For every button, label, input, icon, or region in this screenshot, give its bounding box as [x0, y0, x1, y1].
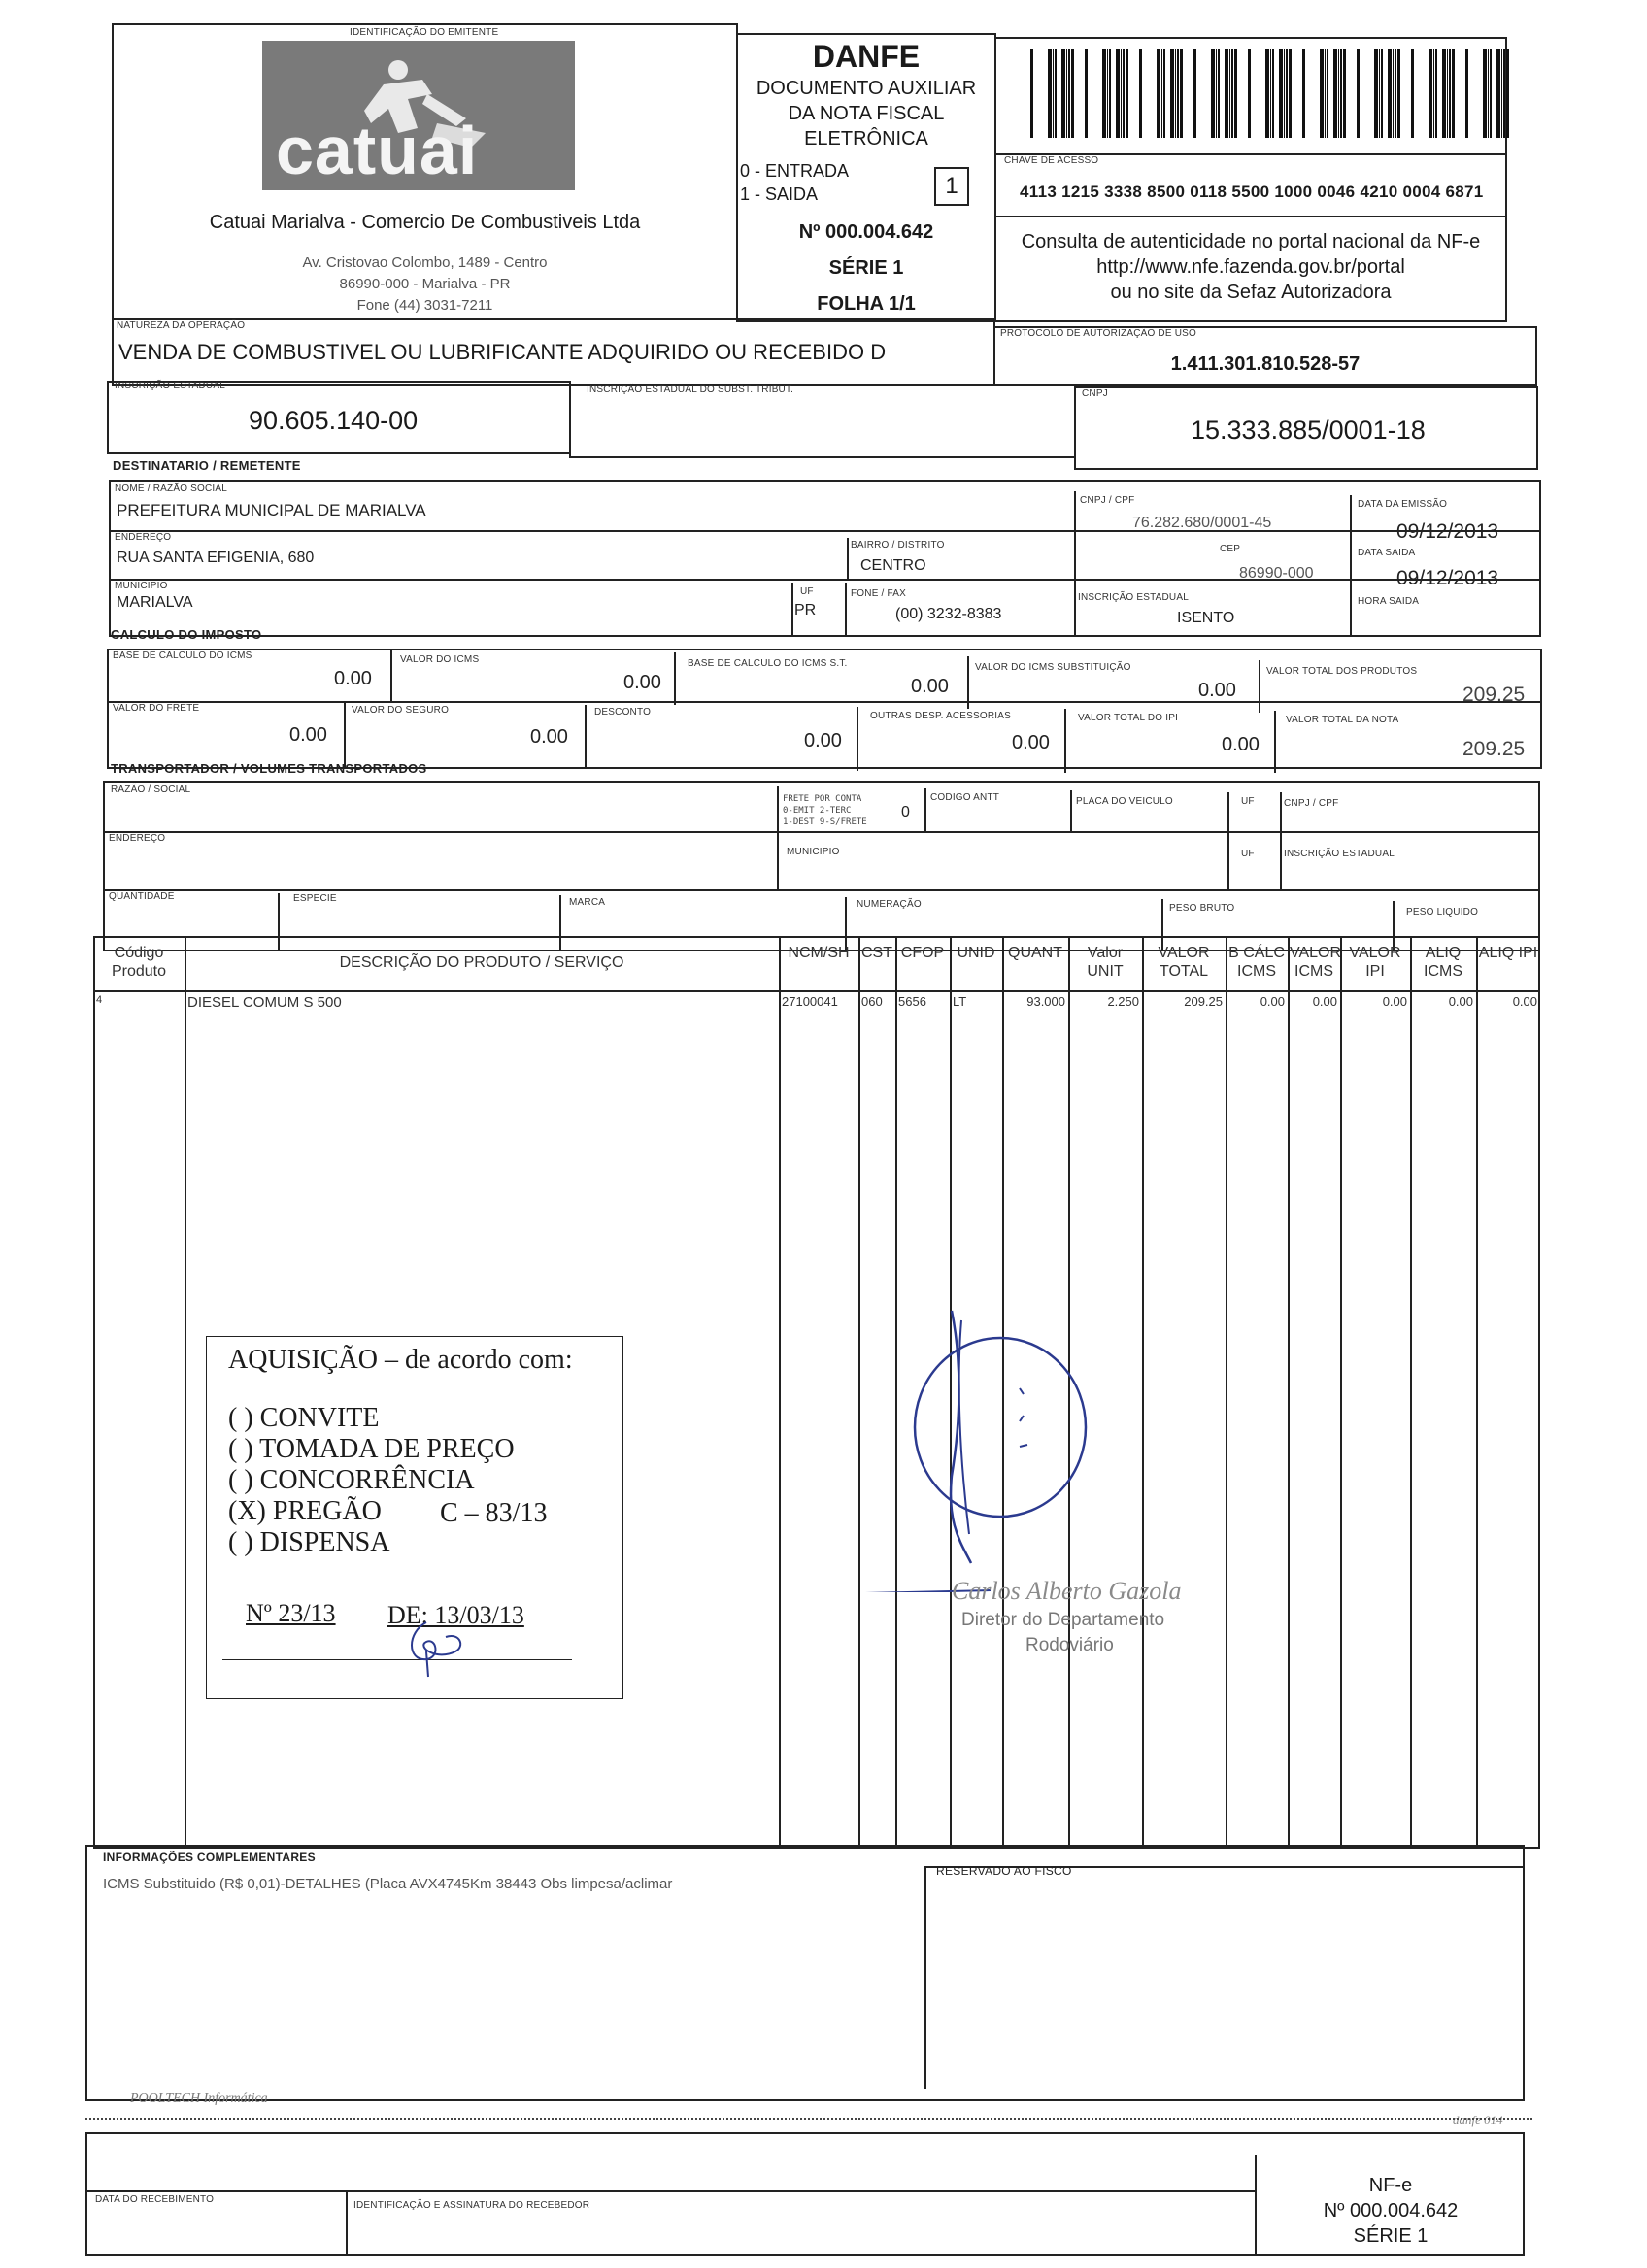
table-cell: DIESEL COMUM S 500 [187, 994, 342, 1011]
base-icms: 0.00 [334, 668, 372, 689]
software-credit: POOLTECH Informática [130, 2091, 268, 2106]
divider [994, 216, 1507, 217]
transp-uf2-label: UF [1241, 849, 1255, 859]
desconto-label: DESCONTO [594, 707, 652, 717]
stamp-numero: Nº 23/13 [246, 1599, 336, 1627]
emitente-city: 86990-000 - Marialva - PR [339, 276, 511, 292]
table-cell: LT [953, 994, 967, 1009]
column-header: Código Produto [111, 945, 167, 980]
table-cell: 0.00 [1382, 994, 1407, 1009]
transp-peso-liquido-label: PESO LIQUIDO [1406, 907, 1479, 917]
column-header: Valor UNIT [1087, 945, 1124, 980]
divider [103, 889, 1540, 891]
stamp-title: AQUISIÇÃO – de acordo com: [228, 1345, 573, 1375]
signatory-role-2: Rodoviário [1025, 1635, 1114, 1655]
outras: 0.00 [1012, 732, 1050, 753]
dest-saida: 09/12/2013 [1396, 567, 1499, 589]
ie-st-label: INSCRIÇÃO ESTADUAL DO SUBST. TRIBUT. [587, 384, 794, 395]
protocolo-value: 1.411.301.810.528-57 [1170, 353, 1361, 375]
transp-uf-label: UF [1241, 796, 1255, 807]
catuai-logo [262, 41, 575, 190]
column-divider [1340, 936, 1342, 1849]
transp-frete-2: 0-EMIT 2-TERC [783, 806, 852, 816]
danfe-serie: SÉRIE 1 [828, 257, 904, 279]
danfe-numero: Nº 000.004.642 [798, 221, 934, 243]
destinatario-section: DESTINATARIO / REMETENTE [113, 458, 301, 473]
ie-label: INSCRIÇÃO ESTADUAL [115, 381, 225, 391]
ie-st-box [569, 384, 1076, 458]
valor-icms: 0.00 [623, 672, 661, 693]
valor-st-label: VALOR DO ICMS SUBSTITUIÇÃO [975, 662, 1131, 673]
dest-nome: PREFEITURA MUNICIPAL DE MARIALVA [117, 501, 426, 519]
dest-saida-label: DATA SAIDA [1358, 548, 1416, 558]
danfe-subtitle-3: ELETRÔNICA [804, 128, 928, 150]
column-divider [1288, 936, 1290, 1849]
imposto-section: CALCULO DO IMPOSTO [111, 627, 262, 642]
divider [791, 583, 793, 637]
natureza-label: NATUREZA DA OPERAÇÃO [117, 320, 246, 331]
natureza-value: VENDA DE COMBUSTIVEL OU LUBRIFICANTE ADQUIRIDO OU RECEBIDO D [118, 340, 887, 364]
column-divider [779, 936, 781, 1849]
column-header: B CÁLC ICMS [1228, 945, 1285, 980]
transp-frete-1: FRETE POR CONTA [783, 794, 862, 804]
transp-quantidade-label: QUANTIDADE [109, 891, 175, 902]
canhoto-numero: Nº 000.004.642 [1323, 2200, 1459, 2221]
column-divider [1410, 936, 1412, 1849]
column-divider [1226, 936, 1227, 1849]
stamp-pregao-ref: C – 83/13 [440, 1498, 548, 1528]
column-header: DESCRIÇÃO DO PRODUTO / SERVIÇO [339, 954, 624, 971]
dest-fone-label: FONE / FAX [851, 588, 907, 599]
dest-uf: PR [794, 602, 817, 618]
danfe-saida: 1 - SAIDA [740, 184, 819, 204]
base-icms-label: BASE DE CALCULO DO ICMS [113, 650, 252, 661]
divider [847, 538, 849, 579]
emitente-name: Catuai Marialva - Comercio De Combustiveis Ltda [209, 212, 641, 233]
signatory-role-1: Diretor do Departamento [961, 1610, 1165, 1630]
emitente-section-label: IDENTIFICAÇÃO DO EMITENTE [350, 27, 499, 38]
ipi-label: VALOR TOTAL DO IPI [1078, 713, 1179, 723]
dest-fone: (00) 3232-8383 [895, 606, 1002, 622]
column-header: CST [861, 945, 892, 961]
column-header: NCM/SH [788, 945, 850, 961]
emitente-address: Av. Cristovao Colombo, 1489 - Centro [302, 254, 548, 271]
dest-hora-label: HORA SAIDA [1358, 596, 1420, 607]
column-divider [185, 936, 186, 1849]
dest-municipio-label: MUNICIPIO [115, 581, 168, 591]
protocolo-label: PROTOCOLO DE AUTORIZAÇÃO DE USO [1000, 328, 1196, 339]
stamp-convite: ( ) CONVITE [228, 1403, 380, 1433]
stamp-concorrencia: ( ) CONCORRÊNCIA [228, 1465, 475, 1495]
total-nota: 209.25 [1462, 738, 1526, 760]
handwritten-signature-icon [816, 1301, 1146, 1592]
transp-peso-bruto-label: PESO BRUTO [1169, 903, 1235, 914]
divider [85, 2190, 1255, 2192]
stamp-tomada: ( ) TOMADA DE PREÇO [228, 1434, 515, 1464]
dest-cep: 86990-000 [1239, 565, 1314, 582]
column-header: ALIQ IPI [1478, 945, 1538, 961]
table-cell: 27100041 [782, 994, 838, 1009]
chave-value: 4113 1215 3338 8500 0118 5500 1000 0046 4210 0004 6871 [1020, 183, 1484, 201]
divider [1064, 709, 1066, 773]
table-cell: 4 [96, 994, 103, 1006]
divider [390, 649, 392, 701]
base-st-label: BASE DE CALCULO DO ICMS S.T. [688, 658, 848, 669]
table-cell: 0.00 [1312, 994, 1337, 1009]
initials-signature-icon [397, 1613, 475, 1681]
cut-line [85, 2118, 1532, 2120]
stamp-dispensa: ( ) DISPENSA [228, 1527, 390, 1557]
divider [1074, 491, 1076, 637]
total-produtos: 209.25 [1462, 684, 1526, 706]
total-nota-label: VALOR TOTAL DA NOTA [1286, 715, 1399, 725]
danfe-subtitle-1: DOCUMENTO AUXILIAR [756, 78, 977, 99]
dest-emissao: 09/12/2013 [1396, 520, 1499, 543]
dest-cep-label: CEP [1220, 544, 1241, 554]
divider [1350, 495, 1352, 637]
divider [777, 786, 779, 889]
dest-cnpj: 76.282.680/0001-45 [1132, 515, 1272, 531]
dest-uf-label: UF [800, 586, 814, 597]
table-cell: 0.00 [1512, 994, 1537, 1009]
divider [1070, 790, 1072, 833]
stamp-pregao: (X) PREGÃO [228, 1496, 382, 1526]
transp-antt-label: CODIGO ANTT [930, 792, 1000, 803]
aquisicao-stamp [206, 1336, 623, 1699]
divider [1227, 792, 1229, 889]
column-header: ALIQ ICMS [1424, 945, 1462, 980]
divider [924, 1866, 926, 2089]
cnpj-label: CNPJ [1082, 388, 1108, 399]
divider [845, 583, 847, 637]
dest-municipio: MARIALVA [117, 594, 193, 611]
divider [1274, 711, 1276, 773]
transp-numeracao-label: NUMERAÇÃO [857, 899, 922, 910]
table-cell: 060 [861, 994, 883, 1009]
divider [344, 701, 346, 769]
transp-ie-label: INSCRIÇÃO ESTADUAL [1284, 849, 1395, 859]
canhoto-serie: SÉRIE 1 [1353, 2225, 1429, 2247]
column-header: VALOR IPI [1349, 945, 1401, 980]
column-header: QUANT [1008, 945, 1062, 961]
complementares-text: ICMS Substituido (R$ 0,01)-DETALHES (Placa AVX4745Km 38443 Obs limpesa/aclimar [103, 1876, 673, 1892]
transp-razao-label: RAZÃO / SOCIAL [111, 784, 191, 795]
danfe-entrada: 0 - ENTRADA [740, 161, 850, 181]
divider [857, 707, 858, 771]
desconto: 0.00 [804, 730, 842, 751]
divider [1259, 660, 1260, 713]
divider [674, 652, 676, 705]
table-cell: 2.250 [1107, 994, 1139, 1009]
consulta-2: http://www.nfe.fazenda.gov.br/portal [1096, 256, 1405, 278]
seguro-label: VALOR DO SEGURO [352, 705, 450, 716]
divider [585, 705, 587, 769]
column-header: UNID [957, 945, 995, 961]
signatory-name: Carlos Alberto Gazola [952, 1577, 1182, 1605]
transp-cnpj-label: CNPJ / CPF [1284, 798, 1339, 809]
column-header: VALOR TOTAL [1158, 945, 1210, 980]
dest-cnpj-label: CNPJ / CPF [1080, 495, 1135, 506]
complementares-label: INFORMAÇÕES COMPLEMENTARES [103, 1851, 316, 1864]
divider [967, 656, 969, 709]
dest-endereco-label: ENDEREÇO [115, 532, 172, 543]
transportador-section: TRANSPORTADOR / VOLUMES TRANSPORTADOS [111, 761, 427, 776]
column-divider [1476, 936, 1478, 1849]
transp-municipio-label: MUNICIPIO [787, 847, 840, 857]
valor-st: 0.00 [1198, 680, 1236, 701]
chave-label: CHAVE DE ACESSO [1004, 155, 1099, 166]
ipi: 0.00 [1222, 734, 1260, 755]
consulta-1: Consulta de autenticidade no portal nacional da NF-e [1021, 231, 1481, 252]
valor-icms-label: VALOR DO ICMS [400, 654, 480, 665]
transp-endereco-label: ENDEREÇO [109, 833, 166, 844]
cnpj-value: 15.333.885/0001-18 [1191, 416, 1426, 445]
divider [109, 579, 1541, 581]
dest-endereco: RUA SANTA EFIGENIA, 680 [117, 550, 315, 566]
divider [924, 788, 926, 831]
divider [109, 530, 1541, 532]
frete-label: VALOR DO FRETE [113, 703, 200, 714]
divider [103, 831, 1540, 833]
transp-frete-value: 0 [901, 804, 910, 820]
divider [93, 990, 1540, 992]
danfe-tipo-box: 1 [934, 167, 969, 206]
table-cell: 209.25 [1184, 994, 1223, 1009]
table-cell: 0.00 [1260, 994, 1285, 1009]
dest-nome-label: NOME / RAZÃO SOCIAL [115, 484, 228, 494]
divider [1280, 792, 1282, 889]
barcode [1025, 49, 1523, 138]
emitente-phone: Fone (44) 3031-7211 [356, 297, 493, 314]
transp-frete-3: 1-DEST 9-S/FRETE [783, 817, 867, 827]
transp-especie-label: ESPECIE [293, 893, 337, 904]
divider [107, 701, 1542, 703]
dest-bairro: CENTRO [860, 557, 926, 574]
ie-value: 90.605.140-00 [249, 406, 419, 435]
dest-emissao-label: DATA DA EMISSÃO [1358, 499, 1448, 510]
seguro: 0.00 [530, 726, 568, 748]
table-cell: 93.000 [1026, 994, 1065, 1009]
outras-label: OUTRAS DESP. ACESSORIAS [870, 711, 1012, 721]
dest-ie-label: INSCRIÇÃO ESTADUAL [1078, 592, 1189, 603]
canhoto-data-label: DATA DO RECEBIMENTO [95, 2194, 215, 2205]
barcode-bars [1025, 49, 1523, 138]
column-header: VALOR ICMS [1290, 945, 1342, 980]
danfe-title: DANFE [812, 39, 921, 74]
column-header: CFOP [900, 945, 945, 961]
form-code: danfe 014 [1453, 2113, 1503, 2127]
consulta-3: ou no site da Sefaz Autorizadora [1110, 282, 1392, 303]
dest-ie: ISENTO [1177, 610, 1235, 626]
transp-placa-label: PLACA DO VEICULO [1076, 796, 1173, 807]
transp-marca-label: MARCA [569, 897, 606, 908]
table-cell: 5656 [898, 994, 926, 1009]
danfe-folha: FOLHA 1/1 [817, 293, 916, 315]
dest-bairro-label: BAIRRO / DISTRITO [851, 540, 945, 550]
canhoto-ident-label: IDENTIFICAÇÃO E ASSINATURA DO RECEBEDOR [353, 2200, 590, 2211]
logo-text: catuai [276, 113, 479, 188]
total-produtos-label: VALOR TOTAL DOS PRODUTOS [1266, 666, 1418, 677]
divider [346, 2190, 348, 2256]
stamp-data: DE: 13/03/13 [387, 1601, 524, 1629]
fisco-label: RESERVADO AO FISCO [936, 1864, 1072, 1878]
base-st: 0.00 [911, 676, 949, 697]
table-cell: 0.00 [1448, 994, 1473, 1009]
canhoto-nfe: NF-e [1368, 2175, 1413, 2196]
danfe-subtitle-2: DA NOTA FISCAL [788, 103, 945, 124]
frete: 0.00 [289, 724, 327, 746]
